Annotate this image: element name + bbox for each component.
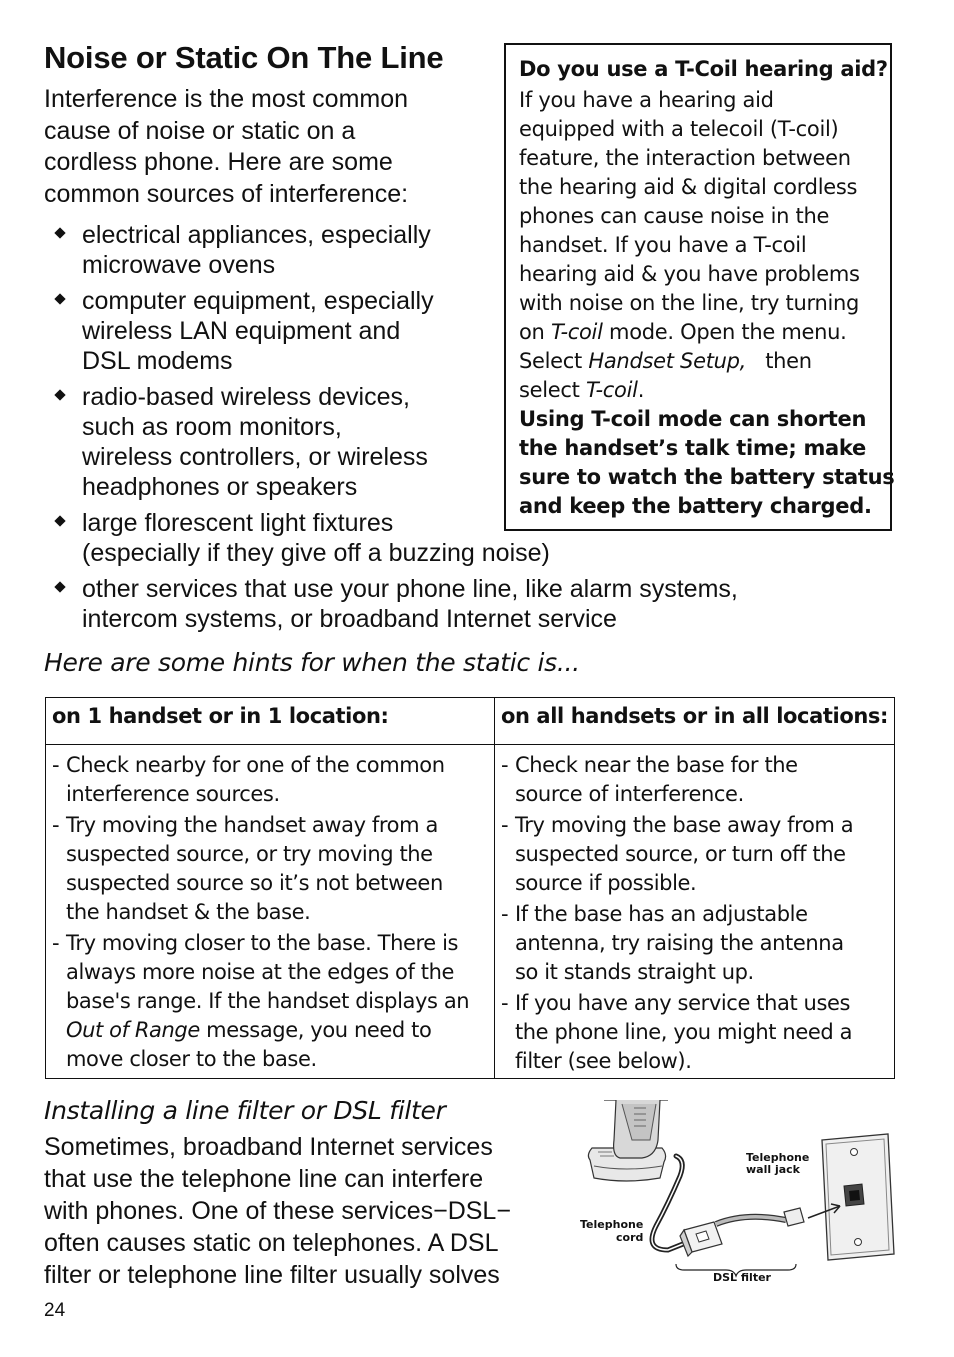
intro-line: cause of noise or static on a <box>44 116 356 145</box>
tcoil-text: on <box>519 320 545 344</box>
tip-line: interference sources. <box>66 782 280 806</box>
paragraph-line: with phones. One of these services−DSL− <box>44 1197 511 1225</box>
tip-line: Check nearby for one of the common <box>66 753 445 777</box>
tip-item: - Try moving closer to the base. There is always more noise at the edges of the base's range. If the handset displays an Out of Range message, you need to move closer to the base. <box>52 929 488 1074</box>
tcoil-mode-name: T-coil <box>550 320 603 344</box>
tcoil-line: feature, the interaction between <box>519 146 851 170</box>
tip-line: always more noise at the edges of the <box>66 960 455 984</box>
tcoil-callout-box <box>504 43 895 531</box>
column-header-all: on all handsets or in all locations: <box>494 698 894 745</box>
tcoil-warning <box>519 405 895 521</box>
tcoil-line <box>519 318 878 347</box>
paragraph-line: filter or telephone line filter usually solves <box>44 1261 500 1289</box>
intro-line: common sources of interference: <box>44 179 409 208</box>
telephone-cord-label: Telephone cord <box>580 1218 644 1244</box>
tcoil-text: . <box>637 378 645 402</box>
diamond-bullet-icon <box>54 293 65 304</box>
tip-line: Try moving the handset away from a <box>66 813 438 837</box>
single-location-tips <box>46 745 495 1079</box>
tcoil-text: Select <box>519 349 582 373</box>
tcoil-text: mode. Open the menu. <box>609 320 847 344</box>
page-number: 24 <box>44 1300 66 1321</box>
hints-heading: Here are some hints for when the static is... <box>44 648 580 677</box>
tip-line: the handset & the base. <box>66 900 311 924</box>
list-item-line: wireless controllers, or wireless <box>82 443 428 471</box>
diamond-bullet-icon <box>54 581 65 592</box>
page-title: Noise or Static On The Line <box>44 40 444 75</box>
warning-line: and keep the battery charged. <box>519 494 872 518</box>
intro-line: cordless phone. Here are some <box>44 148 393 176</box>
tip-line: suspected source so it’s not between <box>66 871 443 895</box>
list-item-line: microwave ovens <box>82 251 276 279</box>
tip-line: antenna, try raising the antenna <box>514 931 844 955</box>
diamond-bullet-icon <box>54 389 65 400</box>
paragraph-line: that use the telephone line can interfere <box>44 1165 484 1193</box>
tcoil-line: with noise on the line, try turning <box>519 291 860 315</box>
tip-line: Try moving the base away from a <box>514 813 854 837</box>
intro-line: Interference is the most common <box>44 85 409 113</box>
tip-item: - Check near the base for the source of interference. <box>501 751 888 809</box>
dsl-filter-label: DSL filter <box>713 1271 771 1284</box>
warning-line: the handset’s talk time; make <box>519 436 866 460</box>
install-filter-paragraph <box>44 1131 564 1291</box>
tip-item: - If you have any service that uses the phone line, you might need a filter (see below). <box>501 989 888 1076</box>
tip-line: base's range. If the handset displays an <box>66 989 470 1013</box>
diamond-bullet-icon <box>54 227 65 238</box>
list-item-line: headphones or speakers <box>82 473 358 501</box>
column-header-single: on 1 handset or in 1 location: <box>46 698 495 745</box>
warning-line: sure to watch the battery status <box>519 465 895 489</box>
list-item-line: radio-based wireless devices, <box>82 383 410 411</box>
wall-jack-label: Telephone wall jack <box>746 1151 810 1176</box>
table-row <box>46 745 895 1079</box>
all-locations-tips <box>494 745 894 1079</box>
tip-line: source of interference. <box>514 782 744 806</box>
table-header-row <box>46 698 895 745</box>
tip-item: - If the base has an adjustable antenna, try raising the antenna so it stands straight up. <box>501 900 888 987</box>
list-item-line: other services that use your phone line, like alarm systems, <box>82 575 738 603</box>
tip-line: If the base has an adjustable <box>514 902 808 926</box>
list-item-line: wireless LAN equipment and <box>82 317 401 345</box>
list-item <box>44 574 844 634</box>
tip-line: move closer to the base. <box>66 1047 317 1071</box>
tcoil-line: handset. If you have a T-coil <box>519 233 807 257</box>
tip-line <box>66 1016 488 1045</box>
tcoil-heading: Do you use a T-Coil hearing aid? <box>519 57 888 81</box>
tip-line: suspected source, or try moving the <box>66 842 433 866</box>
list-item-line: DSL modems <box>82 347 233 375</box>
phone-plug-icon <box>784 1208 804 1226</box>
dsl-filter-icon <box>680 1222 722 1256</box>
paragraph-line: Sometimes, broadband Internet services <box>44 1133 493 1161</box>
tip-line: source if possible. <box>514 871 697 895</box>
tcoil-line <box>519 376 878 405</box>
menu-name-handset-setup: Handset Setup, <box>588 349 747 373</box>
static-hints-table <box>45 697 895 1079</box>
list-item-line: (especially if they give off a buzzing noise) <box>82 539 550 567</box>
paragraph-line: often causes static on telephones. A DSL <box>44 1229 499 1257</box>
list-item-line: such as room monitors, <box>82 413 342 441</box>
tip-item: - Try moving the handset away from a suspected source, or try moving the suspected source so it’s not between the handset & the base. <box>52 811 488 927</box>
list-item-line: computer equipment, especially <box>82 287 434 315</box>
tip-item: - Try moving the base away from a suspected source, or turn off the source if possible. <box>501 811 888 898</box>
tip-item: - Check nearby for one of the common interference sources. <box>52 751 488 809</box>
tcoil-line: If you have a hearing aid <box>519 88 774 112</box>
tip-line: the phone line, you might need a <box>514 1020 853 1044</box>
tip-line: filter (see below). <box>514 1049 692 1073</box>
tcoil-line: equipped with a telecoil (T-coil) <box>519 117 839 141</box>
dsl-filter-diagram <box>576 1100 898 1290</box>
tip-line: suspected source, or turn off the <box>514 842 846 866</box>
tip-line: so it stands straight up. <box>514 960 754 984</box>
tcoil-line: phones can cause noise in the <box>519 204 830 228</box>
tcoil-line: the hearing aid & digital cordless <box>519 175 858 199</box>
tip-line: Check near the base for the <box>514 753 798 777</box>
out-of-range-message: Out of Range <box>66 1018 200 1042</box>
install-filter-heading: Installing a line filter or DSL filter <box>44 1096 446 1125</box>
tcoil-line: hearing aid & you have problems <box>519 262 860 286</box>
tip-line: If you have any service that uses <box>514 991 851 1015</box>
tcoil-line <box>519 347 878 376</box>
menu-name-tcoil: T-coil <box>586 378 638 402</box>
tcoil-text: then <box>765 349 812 373</box>
tip-line: Try moving closer to the base. There is <box>66 931 459 955</box>
tip-text: message, you need to <box>199 1018 432 1042</box>
intro-paragraph <box>44 84 474 210</box>
warning-line: Using T-coil mode can shorten <box>519 407 867 431</box>
diamond-bullet-icon <box>54 515 65 526</box>
list-item-line: intercom systems, or broadband Internet service <box>82 605 617 633</box>
telephone-wall-jack-icon <box>822 1134 894 1260</box>
list-item-line: electrical appliances, especially <box>82 221 431 249</box>
list-item-line: large florescent light fixtures <box>82 509 394 537</box>
tcoil-text: select <box>519 378 580 402</box>
cordless-phone-base-icon <box>588 1100 668 1181</box>
